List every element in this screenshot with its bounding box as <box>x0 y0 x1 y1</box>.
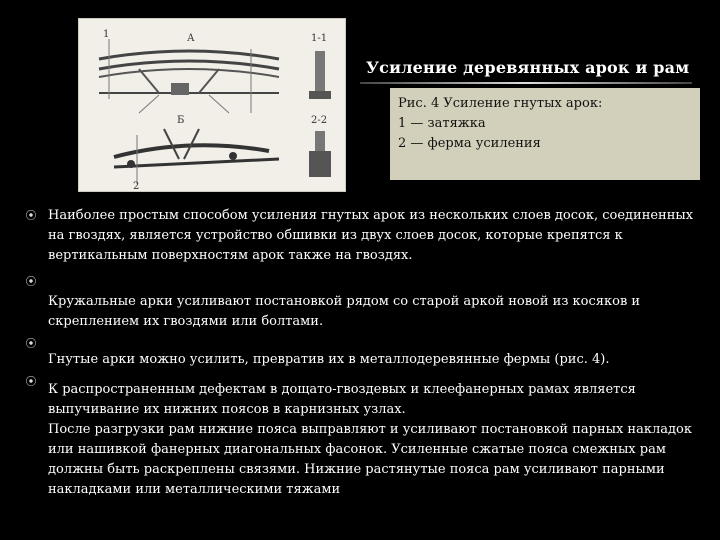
bullet-item <box>22 337 712 370</box>
bullet-text: К распространенным дефектам в дощато-гвоздевых и клеефанерных рамах является выпучивание их нижних поясов в карнизных узлах. После разгрузки рам нижние пояса выправляют и усиливают постановкой парных накладок или нашивкой фанерных диагональных фасонок. Усиленные сжатые пояса смежных рам должны быть раскреплены связями. Нижние растянутые пояса рам усиливают парными накладками или металлическими тяжами <box>48 382 692 497</box>
slide-title: Усиление деревянных арок и рам <box>366 58 690 77</box>
bullet-item <box>22 206 712 266</box>
svg-text:2-2: 2-2 <box>311 115 328 126</box>
figure-caption <box>390 88 700 180</box>
arch-reinforcement-drawing <box>79 19 345 191</box>
title-divider <box>360 82 692 84</box>
svg-text:А: А <box>187 33 195 44</box>
caption-line-3: 2 — ферма усиления <box>398 136 541 151</box>
svg-text:Б: Б <box>177 115 185 126</box>
svg-text:1-1: 1-1 <box>311 33 328 44</box>
svg-text:2: 2 <box>133 181 140 191</box>
bullet-text: Наиболее простым способом усиления гнутых арок из нескольких слоев досок, соединенных на гвоздях, является устройство обшивки из двух слоев досок, которые крепятся к вертикальным поверхностям арок также на гвоздях. <box>48 208 694 263</box>
circle-target-icon: ⦿ <box>25 337 37 350</box>
circle-target-icon: ⦿ <box>25 275 37 288</box>
bullet-text: Кружальные арки усиливают постановкой рядом со старой аркой новой из косяков и скреплением их гвоздями или болтами. <box>48 294 641 329</box>
bullet-text: Гнутые арки можно усилить, превратив их в металлодеревянные фермы (рис. 4). <box>48 352 610 367</box>
circle-target-icon: ⦿ <box>25 209 37 222</box>
svg-text:1: 1 <box>103 29 110 40</box>
bullet-item <box>22 375 712 500</box>
circle-target-icon: ⦿ <box>25 375 37 388</box>
figure-image <box>78 18 346 192</box>
caption-line-2: 1 — затяжка <box>398 116 486 131</box>
bullet-item <box>22 272 712 332</box>
caption-line-1: Рис. 4 Усиление гнутых арок: <box>398 96 603 111</box>
bullet-list <box>22 206 712 500</box>
